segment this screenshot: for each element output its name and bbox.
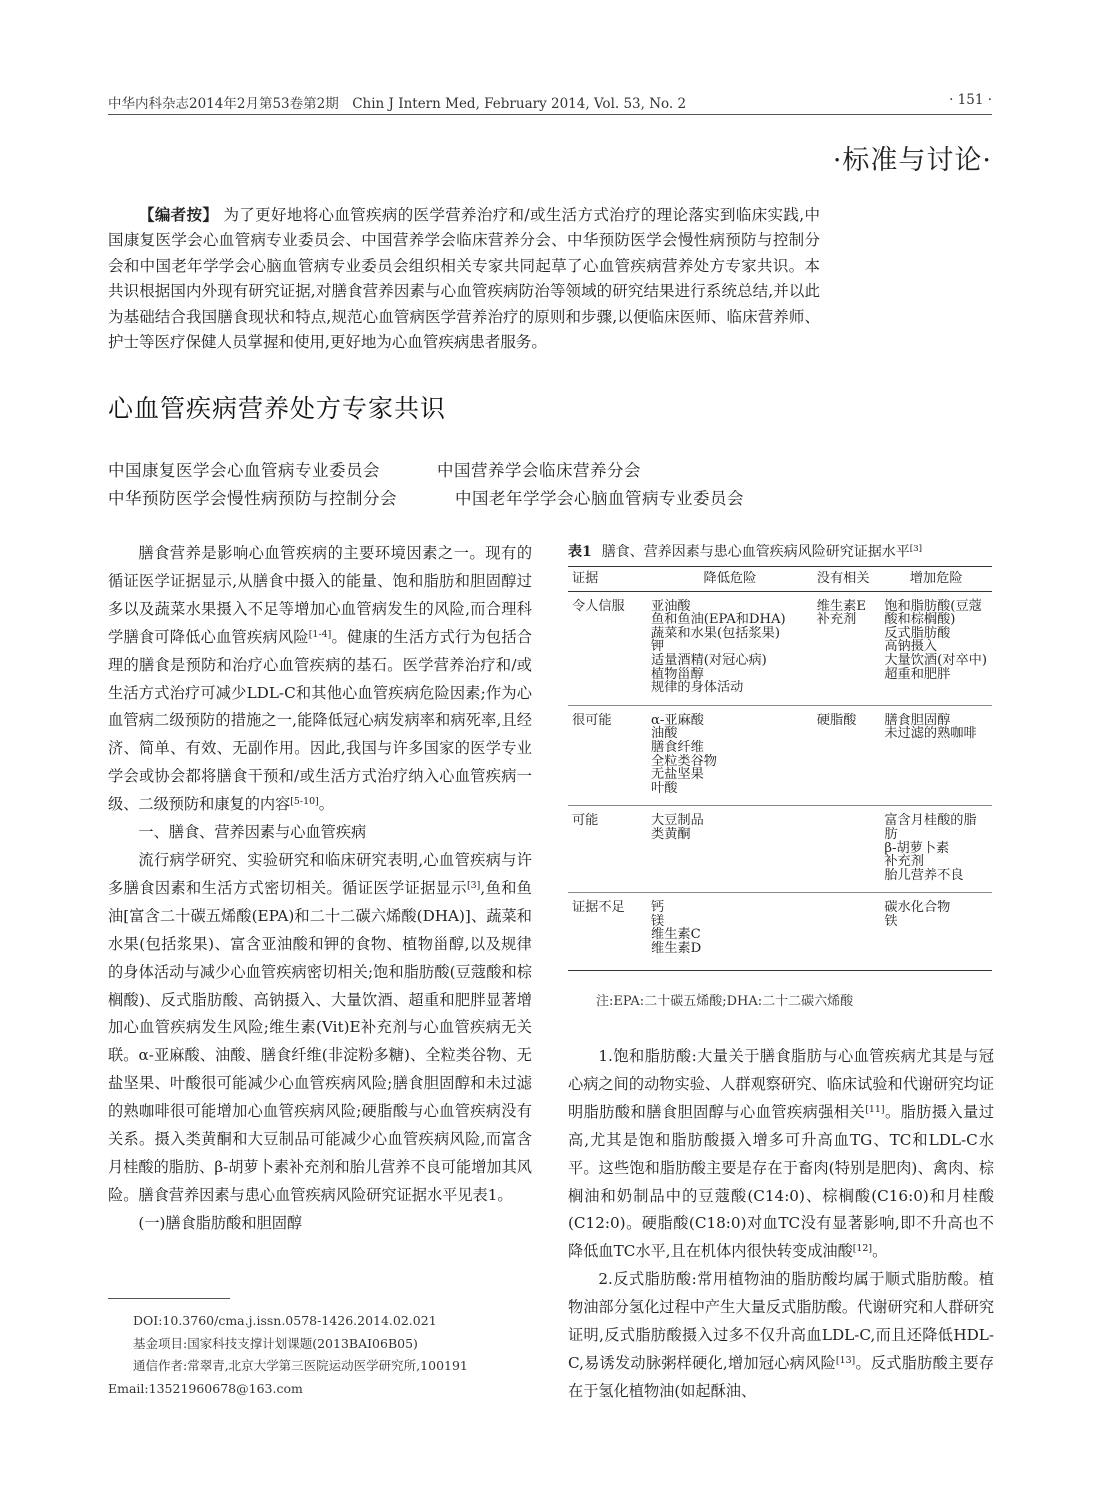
table-title: 膳食、营养因素与患心血管疾病风险研究证据水平 (601, 544, 910, 560)
author-3: 中华预防医学会慢性病预防与控制分会 (108, 489, 397, 508)
table-cell-increase (880, 705, 992, 806)
table-note: 注:EPA:二十碳五烯酸;DHA:二十二碳六烯酸 (596, 994, 854, 1009)
subsection-heading-1: (一)膳食脂肪酸和胆固醇 (138, 1213, 303, 1232)
table-cell-item: 亚油酸 (651, 598, 691, 614)
table-cell-item: 鱼和鱼油(EPA和DHA) (651, 612, 786, 628)
table-cell-increase (880, 893, 992, 970)
footnote-corresponding-author: 通信作者:常翠青,北京大学第三医院运动医学研究所,100191 (133, 1358, 468, 1373)
table-cell-reduce (647, 591, 813, 705)
running-head (108, 92, 992, 112)
table-cell-item: 类黄酮 (651, 826, 691, 842)
table-cell-item: 碳水化合物 (884, 900, 951, 916)
evidence-level-cell: 很可能 (568, 705, 647, 806)
table-cell-item: 大量饮酒(对卒中) (884, 652, 987, 668)
table-cell-increase (880, 806, 992, 893)
table-cell-item: 膳食胆固醇 (884, 712, 951, 728)
journal-citation: 中华内科杂志2014年2月第53卷第2期 Chin J Intern Med, February 2014, Vol. 53, No. 2 (108, 96, 687, 112)
footnote-email: Email:13521960678@163.com (108, 1380, 303, 1396)
table-cell-none (813, 806, 881, 893)
table-header-row (568, 567, 992, 592)
editor-note-text: 为了更好地将心血管疾病的医学营养治疗和/或生活方式治疗的理论落实到临床实践,中国康复医学会心血管病专业委员会、中国营养学会临床营养分会、中华预防医学会慢性病预防与控制分会和中国老年学学会心脑血管病专业委员会组织相关专家共同起草了心血管疾病营养处方专家共识。本共识根据国内外现有研究证据,对膳食营养因素与心血管疾病防治等领域的研究结果进行系统总结,并以此为基础结合我国膳食现状和特点,规范心血管病医学营养治疗的原则和步骤,以便临床医师、临床营养师、护士等医疗保健人员掌握和使用,更好地为心血管疾病患者服务。 (108, 206, 820, 352)
table-cell-item: 未过滤的熟咖啡 (884, 726, 977, 742)
table-cell-item: 适量酒精(对冠心病) (651, 652, 767, 668)
citation-ref: [11] (865, 1103, 885, 1115)
table-row (568, 893, 992, 970)
table-cell-item: 补充剂 (884, 854, 924, 870)
table-body (568, 591, 992, 970)
citation-ref: [3] (467, 879, 481, 891)
table-cell-item: 维生素E (816, 598, 866, 614)
table-cell-item: 胎儿营养不良 (884, 867, 964, 883)
table-cell-item: 反式脂肪酸 (884, 625, 951, 641)
table-cell-reduce (647, 806, 813, 893)
table-cell-increase (880, 591, 992, 705)
evidence-level-cell: 证据不足 (568, 893, 647, 970)
body-paragraph-4: 2.反式脂肪酸:常用植物油的脂肪酸均属于顺式脂肪酸。植物油部分氢化过程中产生大量反式脂肪酸。代谢研究和人群研究证明,反式脂肪酸摄入过多不仅升高血LDL-C,而且还降低HDL-C,易诱发动脉粥样硬化,增加冠心病风险[13]。反式脂肪酸主要存在于氢化植物油(如起酥油、 (568, 1270, 995, 1400)
table-cell-item: 无盐坚果 (651, 767, 704, 783)
table-cell-item: 植物甾醇 (651, 666, 704, 682)
evidence-table (568, 566, 992, 971)
section-title: ·标准与讨论· (832, 145, 992, 176)
table-row (568, 806, 992, 893)
table-caption (568, 541, 994, 561)
table-cell-item: 维生素D (651, 941, 702, 957)
citation-ref: [5-10] (290, 795, 319, 807)
footnote-doi: DOI:10.3760/cma.j.issn.0578-1426.2014.02.021 (133, 1313, 437, 1328)
evidence-level-cell: 令人信服 (568, 591, 647, 705)
table-cell-item: 规律的身体活动 (651, 680, 744, 696)
editor-note (108, 202, 820, 355)
body-right-column (568, 1043, 994, 1406)
author-4: 中国老年学学会心脑血管病专业委员会 (455, 489, 744, 508)
table-cell-item: 全粒类谷物 (651, 753, 717, 769)
table-cell-item: 钾 (651, 639, 665, 655)
table-cell-item: 油酸 (651, 726, 678, 742)
table-cell-item: 镁 (651, 913, 665, 929)
table-cell-none (813, 893, 881, 970)
table-cell-item: 蔬菜和水果(包括浆果) (651, 625, 780, 641)
table-cell-item: 叶酸 (651, 780, 678, 796)
editor-note-label: 【编者按】 (139, 205, 219, 224)
table-cell-item: 大豆制品 (651, 813, 704, 829)
table-cell-none (813, 591, 881, 705)
table-cell-item: 超重和肥胖 (884, 666, 951, 682)
section-heading-1: 一、膳食、营养因素与心血管疾病 (138, 823, 367, 842)
body-left-column (108, 540, 532, 1238)
citation-ref: [12] (852, 1243, 873, 1255)
evidence-level-cell: 可能 (568, 806, 647, 893)
table-cell-item: 饱和脂肪酸(豆蔻酸和棕榈酸) (884, 598, 982, 628)
table-cell-none (813, 705, 881, 806)
table-header-cell: 证据 (568, 567, 647, 592)
author-1: 中国康复医学会心血管病专业委员会 (108, 461, 380, 480)
table-cell-item: 硬脂酸 (816, 712, 857, 728)
table-header-cell: 没有相关 (813, 567, 881, 592)
table-header-cell: 增加危险 (880, 567, 992, 592)
body-paragraph-1: 膳食营养是影响心血管疾病的主要环境因素之一。现有的循证医学证据显示,从膳食中摄入的能量、饱和脂肪和胆固醇过多以及蔬菜水果摄入不足等增加心血管病发生的风险,而合理科学膳食可降低心血管疾病风险[1-4]。健康的生活方式行为包括合理的膳食是预防和治疗心血管疾病的基石。医学营养治疗和/或生活方式治疗可减少LDL-C和其他心血管疾病危险因素;作为心血管病二级预防的措施之一,能降低冠心病发病率和病死率,且经济、简单、有效、无副作用。因此,我国与许多国家的医学专业学会或协会都将膳食干预和/或生活方式治疗纳入心血管疾病一级、二级预防和康复的内容[5-10]。 (108, 544, 533, 814)
table-header-cell: 降低危险 (647, 567, 813, 592)
table-number: 表1 (568, 544, 592, 560)
citation-ref: [13] (835, 1354, 856, 1366)
body-paragraph-2: 流行病学研究、实验研究和临床研究表明,心血管疾病与许多膳食因素和生活方式密切相关。循证医学证据显示[3],鱼和鱼油[富含二十碳五烯酸(EPA)和二十二碳六烯酸(DHA)]、蔬菜和水果(包括浆果)、富含亚油酸和钾的食物、植物甾醇,以及规律的身体活动与减少心血管疾病密切相关;饱和脂肪酸(豆蔻酸和棕榈酸)、反式脂肪酸、高钠摄入、大量饮酒、超重和肥胖显著增加心血管疾病发生风险;维生素(Vit)E补充剂与心血管疾病无关联。α-亚麻酸、油酸、膳食纤维(非淀粉多糖)、全粒类谷物、无盐坚果、叶酸很可能减少心血管疾病风险;膳食胆固醇和未过滤的熟咖啡很可能增加心血管疾病风险;硬脂酸与心血管疾病没有关系。摄入类黄酮和大豆制品可能减少心血管疾病风险,而富含月桂酸的脂肪、β-胡萝卜素补充剂和胎儿营养不良可能增加其风险。膳食营养因素与患心血管疾病风险研究证据水平见表1。 (108, 850, 532, 1204)
table-row (568, 705, 992, 806)
table-cell-item: 铁 (884, 913, 898, 929)
footnote-rule (108, 1298, 230, 1299)
table-row (568, 591, 992, 705)
header-rule (108, 114, 992, 115)
table-cell-item: 富含月桂酸的脂肪 (884, 813, 977, 842)
table-cell-item: 高钠摄入 (884, 639, 938, 655)
body-paragraph-3: 1.饱和脂肪酸:大量关于膳食脂肪与心血管疾病尤其是与冠心病之间的动物实验、人群观察研究、临床试验和代谢研究均证明脂肪酸和膳食胆固醇与心血管疾病强相关[11]。脂肪摄入量过高,尤其是饱和脂肪酸摄入增多可升高血TG、TC和LDL-C水平。这些饱和脂肪酸主要是存在于畜肉(特别是肥肉)、禽肉、棕榈油和奶制品中的豆蔻酸(C14:0)、棕榈酸(C16:0)和月桂酸(C12:0)。硬脂酸(C18:0)对血TC没有显著影响,即不升高也不降低血TC水平,且在机体内很快转变成油酸[12]。 (568, 1047, 995, 1261)
article-title: 心血管疾病营养处方专家共识 (108, 394, 447, 423)
table-cell-reduce (647, 705, 813, 806)
page-number: · 151 · (949, 92, 992, 108)
footnotes (108, 1310, 532, 1400)
author-2: 中国营养学会临床营养分会 (437, 461, 641, 480)
table-cell-item: 补充剂 (816, 612, 857, 628)
table-cell-item: 钙 (651, 900, 665, 916)
table-cell-item: 膳食纤维 (651, 739, 704, 755)
table-cell-item: α-亚麻酸 (651, 712, 704, 728)
citation-ref: [3] (909, 544, 923, 555)
table-cell-item: β-胡萝卜素 (884, 840, 950, 856)
footnote-fund: 基金项目:国家科技支撑计划课题(2013BAI06B05) (133, 1335, 418, 1351)
table-cell-item: 维生素C (651, 927, 701, 943)
citation-ref: [1-4] (308, 628, 332, 640)
table-cell-reduce (647, 893, 813, 970)
